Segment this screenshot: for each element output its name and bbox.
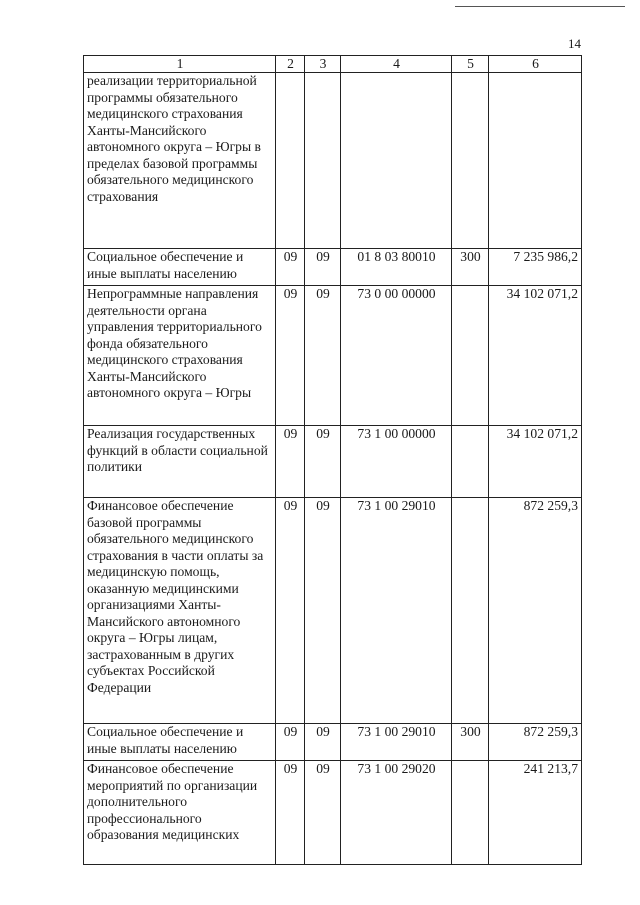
row-subsection [305,73,341,249]
row-expense-type [452,761,489,865]
column-header: 1 [84,56,276,73]
row-name: реализации территориальной программы обязательного медицинского страхования Ханты-Мансийского автономного округа – Югры в пределах базовой программы обязательного медицинского страхования [84,73,276,249]
row-subsection: 09 [305,426,341,498]
row-target-code: 01 8 03 80010 [341,249,452,286]
table-row [84,286,582,426]
row-section: 09 [276,761,305,865]
table-header-row [84,56,582,73]
row-name: Непрограммные направления деятельности органа управления территориального фонда обязательного медицинского страхования Ханты-Мансийского автономного округа – Югры [84,286,276,426]
row-amount [489,73,582,249]
row-section [276,73,305,249]
row-section: 09 [276,426,305,498]
row-target-code: 73 1 00 00000 [341,426,452,498]
row-name: Финансовое обеспечение базовой программы обязательного медицинского страхования в части оплаты за медицинскую помощь, оказанную медицинскими организациями Ханты-Мансийского автономного округа – Югры лицам, застрахованным в других субъектах Российской Федерации [84,498,276,724]
table-row [84,73,582,249]
row-amount: 872 259,3 [489,498,582,724]
budget-table [83,55,582,865]
row-expense-type [452,498,489,724]
row-subsection: 09 [305,761,341,865]
table-row [84,761,582,865]
row-section: 09 [276,724,305,761]
row-amount: 241 213,7 [489,761,582,865]
row-section: 09 [276,249,305,286]
row-section: 09 [276,286,305,426]
row-target-code: 73 1 00 29010 [341,724,452,761]
column-header: 6 [489,56,582,73]
row-amount: 34 102 071,2 [489,426,582,498]
row-target-code: 73 1 00 29020 [341,761,452,865]
row-subsection: 09 [305,249,341,286]
row-expense-type [452,426,489,498]
column-header: 4 [341,56,452,73]
row-name: Социальное обеспечение и иные выплаты населению [84,249,276,286]
row-expense-type [452,73,489,249]
row-subsection: 09 [305,286,341,426]
table-row [84,426,582,498]
row-name: Финансовое обеспечение мероприятий по организации дополнительного профессионального образования медицинских [84,761,276,865]
row-amount: 34 102 071,2 [489,286,582,426]
row-name: Реализация государственных функций в области социальной политики [84,426,276,498]
row-expense-type: 300 [452,724,489,761]
row-amount: 872 259,3 [489,724,582,761]
row-name: Социальное обеспечение и иные выплаты населению [84,724,276,761]
row-target-code: 73 0 00 00000 [341,286,452,426]
top-rule [455,6,625,7]
row-subsection: 09 [305,724,341,761]
row-target-code: 73 1 00 29010 [341,498,452,724]
table-row [84,724,582,761]
table-row [84,249,582,286]
row-amount: 7 235 986,2 [489,249,582,286]
row-subsection: 09 [305,498,341,724]
row-target-code [341,73,452,249]
row-expense-type: 300 [452,249,489,286]
table-row [84,498,582,724]
column-header: 2 [276,56,305,73]
row-section: 09 [276,498,305,724]
column-header: 5 [452,56,489,73]
page-number: 14 [568,36,581,51]
row-expense-type [452,286,489,426]
column-header: 3 [305,56,341,73]
